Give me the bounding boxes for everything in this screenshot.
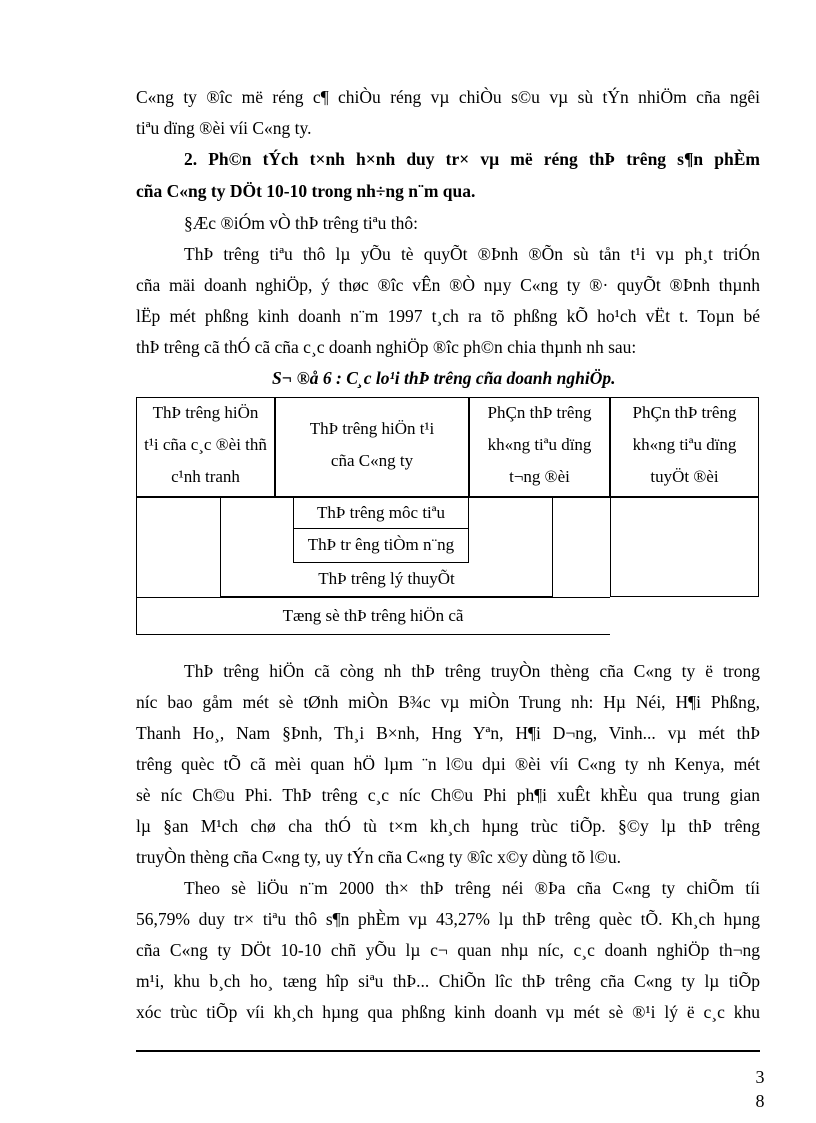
label-theoretical-market: ThÞ trêng lý thuyÕt	[318, 569, 455, 588]
paragraph-line: lËp mét phßng kinh doanh n¨m 1997 t¸ch ra tõ phßng kÕ ho¹ch vËt t. Toµn bé	[136, 306, 760, 326]
paragraph-line: m¹i, khu b¸ch ho¸ tæng hîp siªu thÞ... ChiÕn lîc thÞ trêng cña C«ng ty lµ tiÕp	[136, 971, 760, 991]
paragraph-line: 56,79% duy tr× tiªu thô s¶n phÈm vµ 43,27% lµ thÞ trêng quèc tÕ. Kh¸ch hµng	[136, 909, 760, 929]
paragraph-line: lµ §an M¹ch chø cha thÓ tù t×m kh¸ch hµng trùc tiÕp. §©y lµ thÞ trêng	[136, 816, 760, 836]
section-heading: 2. Ph©n tÝch t×nh h×nh duy tr× vµ më réng thÞ trêng s¶n phÈm	[184, 149, 760, 169]
paragraph-line: cña mäi doanh nghiÖp, ý thøc ®îc vÊn ®Ò nµy C«ng ty ®· quyÕt ®Þnh thµnh	[136, 275, 760, 295]
footer-rule	[136, 1050, 760, 1052]
label-competitor-market: ThÞ trêng hiÖn t¹i cña c¸c ®èi thñ c¹nh tranh	[144, 403, 267, 486]
page-number-digit: 3	[755, 1067, 765, 1087]
paragraph-line: xóc trùc tiÕp víi kh¸ch hµng qua phßng kinh doanh vµ mét sè ®¹i lý ë c¸c khu	[136, 1002, 760, 1022]
label-absolute-non-consumption: PhÇn thÞ trêng kh«ng tiªu dïng tuyÖt ®èi	[632, 403, 737, 486]
paragraph-line: Theo sè liÖu n¨m 2000 th× thÞ trêng néi ®Þa cña C«ng ty chiÕm tíi	[184, 878, 760, 898]
paragraph-line: ThÞ trêng tiªu thô lµ yÕu tè quyÕt ®Þnh ®Õn sù tån t¹i vµ ph¸t triÓn	[184, 244, 760, 264]
label-company-market: ThÞ trêng hiÖn t¹i cña C«ng ty	[309, 419, 435, 470]
paragraph-line: ThÞ trêng hiÖn cã còng nh thÞ trêng truyÒn thèng cña C«ng ty ë trong	[184, 661, 760, 681]
market-diagram	[136, 397, 759, 637]
paragraph-line: cña C«ng ty DÖt 10-10 chñ yÕu lµ c¬ quan nhµ níc, c¸c doanh nghiÖp th¬ng	[136, 940, 760, 960]
box-absolute-extension	[610, 497, 759, 597]
label-relative-non-consumption: PhÇn thÞ trêng kh«ng tiªu dïng t¬ng ®èi	[487, 403, 592, 486]
paragraph-line: C«ng ty ®îc më réng c¶ chiÒu réng vµ chiÒu s©u vµ sù tÝn nhiÖm cña ngêi	[136, 87, 760, 107]
paragraph-line: níc bao gåm mét sè tØnh miÒn B¾c vµ miÒn Trung nh: Hµ Néi, H¶i Phßng,	[136, 692, 760, 712]
subheading: §Æc ®iÓm vÒ thÞ trêng tiªu thô:	[184, 213, 418, 233]
paragraph-line: truyÒn thèng cña C«ng ty, uy tÝn cña C«ng ty ®îc x©y dùng tõ l©u.	[136, 847, 621, 867]
page-number-digit: 8	[755, 1091, 765, 1111]
paragraph-line: thÞ trêng cã thÓ cã cña c¸c doanh nghiÖp ®îc ph©n chia thµnh nh sau:	[136, 337, 637, 357]
paragraph-line: Thanh Ho¸, Nam §Þnh, Th¸i B×nh, Hng Yªn, H¶i D¬ng, Vinh... vµ mét thÞ	[136, 723, 760, 743]
label-target-market: ThÞ trêng môc tiªu	[317, 503, 445, 522]
diagram-caption: S¬ ®å 6 : C¸c lo¹i thÞ trêng cña doanh nghiÖp.	[272, 368, 616, 388]
section-heading: cña C«ng ty DÖt 10-10 trong nh÷ng n¨m qua.	[136, 181, 476, 201]
paragraph-line: trêng quèc tÕ cã mèi quan hÖ lµm ¨n l©u dµi ®èi víi C«ng ty nh Kenya, mét	[136, 754, 760, 774]
paragraph-line: tiªu dïng ®èi víi C«ng ty.	[136, 118, 312, 138]
paragraph-line: sè níc Ch©u Phi. ThÞ trêng c¸c níc Ch©u Phi ph¶i xuÊt khÈu qua trung gian	[136, 785, 760, 805]
label-total-market: Tæng sè thÞ trêng hiÖn cã	[282, 606, 464, 625]
label-potential-market: ThÞ tr êng tiÒm n¨ng	[307, 535, 455, 554]
